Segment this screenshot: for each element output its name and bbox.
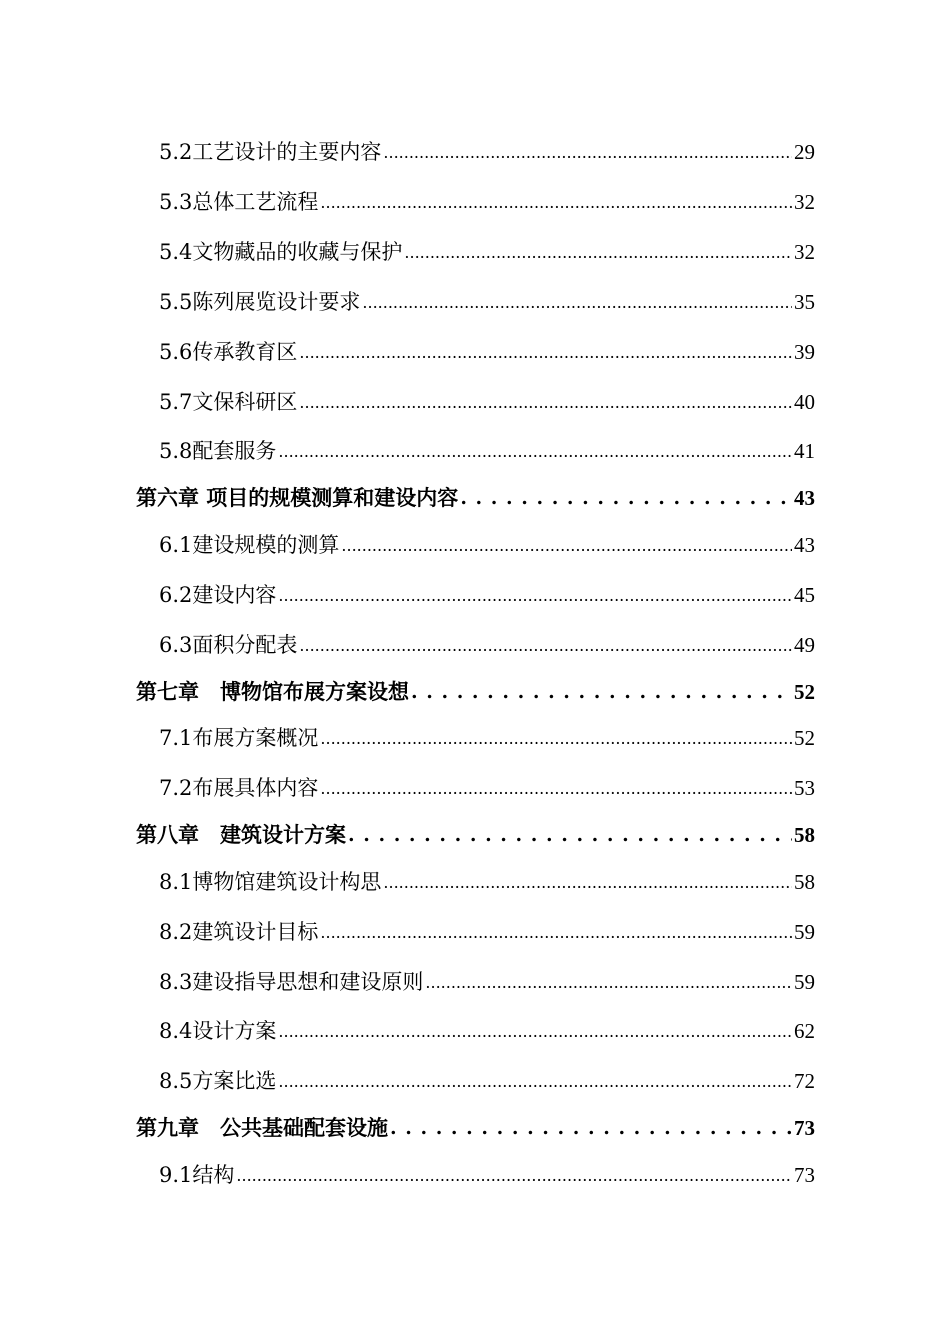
toc-entry-page: 39 [794,340,815,364]
toc-entry[interactable] [159,529,815,559]
toc-entry[interactable] [159,722,815,752]
toc-entry[interactable] [159,386,815,416]
toc-entry-page: 32 [794,240,815,264]
dot-leader [362,289,792,313]
toc-entry-page: 59 [794,920,815,944]
dot-leader [278,1018,792,1042]
toc-entry-page: 62 [794,1019,815,1043]
toc-entry[interactable] [159,916,815,946]
toc-entry-page: 58 [794,870,815,894]
dot-leader [341,532,792,556]
toc-entry-page: 73 [794,1163,815,1187]
dot-leader [278,582,792,606]
toc-entry[interactable] [159,236,815,266]
toc-entry-label: 8.4设计方案 [159,1019,277,1043]
toc-entry[interactable] [159,579,815,609]
toc-entry-page: 32 [794,190,815,214]
dot-leader [320,775,792,799]
toc-entry[interactable] [159,866,815,896]
toc-entry[interactable] [159,336,815,366]
toc-chapter-label: 第九章 公共基础配套设施 [136,1115,388,1140]
toc-entry-page: 45 [794,583,815,607]
toc-entry-label: 7.1布展方案概况 [159,726,319,750]
dot-leader [299,339,792,363]
toc-entry-page: 59 [794,970,815,994]
toc-entry-page: 41 [794,439,815,463]
dot-leader [383,869,792,893]
toc-entry-label: 9.1结构 [159,1163,235,1187]
toc-chapter-page: 52 [794,680,815,704]
toc-entry-label: 6.3面积分配表 [159,633,298,657]
toc-entry[interactable] [159,286,815,316]
toc-entry-page: 29 [794,140,815,164]
toc-entry[interactable] [159,136,815,166]
toc-entry[interactable] [159,1159,815,1189]
dot-leader [383,139,792,163]
toc-entry-page: 53 [794,776,815,800]
dot-leader [411,678,792,703]
toc-entry-page: 43 [794,533,815,557]
toc-chapter-entry[interactable] [136,1112,815,1142]
toc-chapter-label: 第八章 建筑设计方案 [136,822,346,847]
toc-chapter-entry[interactable] [136,676,815,706]
dot-leader [299,632,792,656]
toc-entry-page: 52 [794,726,815,750]
toc-chapter-label: 第七章 博物馆布展方案设想 [136,679,409,704]
toc-chapter-page: 43 [794,486,815,510]
toc-entry-label: 5.4文物藏品的收藏与保护 [159,240,403,264]
dot-leader [236,1162,792,1186]
toc-entry-page: 40 [794,390,815,414]
toc-entry-label: 8.1博物馆建筑设计构思 [159,870,382,894]
toc-entry[interactable] [159,1065,815,1095]
dot-leader [278,438,792,462]
toc-entry-label: 5.2工艺设计的主要内容 [159,140,382,164]
toc-entry-label: 6.2建设内容 [159,583,277,607]
toc-entry-page: 35 [794,290,815,314]
toc-entry-label: 7.2布展具体内容 [159,776,319,800]
dot-leader [425,969,792,993]
toc-entry[interactable] [159,435,815,465]
toc-entry-label: 8.3建设指导思想和建设原则 [159,970,424,994]
dot-leader [404,239,792,263]
toc-entry-label: 5.6传承教育区 [159,340,298,364]
dot-leader [320,919,792,943]
dot-leader [320,189,792,213]
dot-leader [320,725,792,749]
dot-leader [278,1068,792,1092]
toc-entry-label: 8.5方案比选 [159,1069,277,1093]
toc-chapter-label: 第六章 项目的规模测算和建设内容 [136,485,459,510]
dot-leader [390,1114,792,1139]
toc-chapter-entry[interactable] [136,482,815,512]
toc-chapter-entry[interactable] [136,819,815,849]
toc-entry-label: 8.2建筑设计目标 [159,920,319,944]
toc-entry-label: 5.8配套服务 [159,439,277,463]
toc-entry-page: 72 [794,1069,815,1093]
toc-entry-page: 49 [794,633,815,657]
toc-chapter-page: 73 [794,1116,815,1140]
toc-chapter-page: 58 [794,823,815,847]
toc-entry-label: 5.5陈列展览设计要求 [159,290,361,314]
toc-entry[interactable] [159,186,815,216]
toc-entry[interactable] [159,1015,815,1045]
toc-entry-label: 6.1建设规模的测算 [159,533,340,557]
toc-entry-label: 5.7文保科研区 [159,390,298,414]
toc-entry-label: 5.3总体工艺流程 [159,190,319,214]
dot-leader [348,821,792,846]
dot-leader [460,484,792,509]
toc-entry[interactable] [159,772,815,802]
toc-entry[interactable] [159,629,815,659]
dot-leader [299,389,792,413]
toc-entry[interactable] [159,966,815,996]
